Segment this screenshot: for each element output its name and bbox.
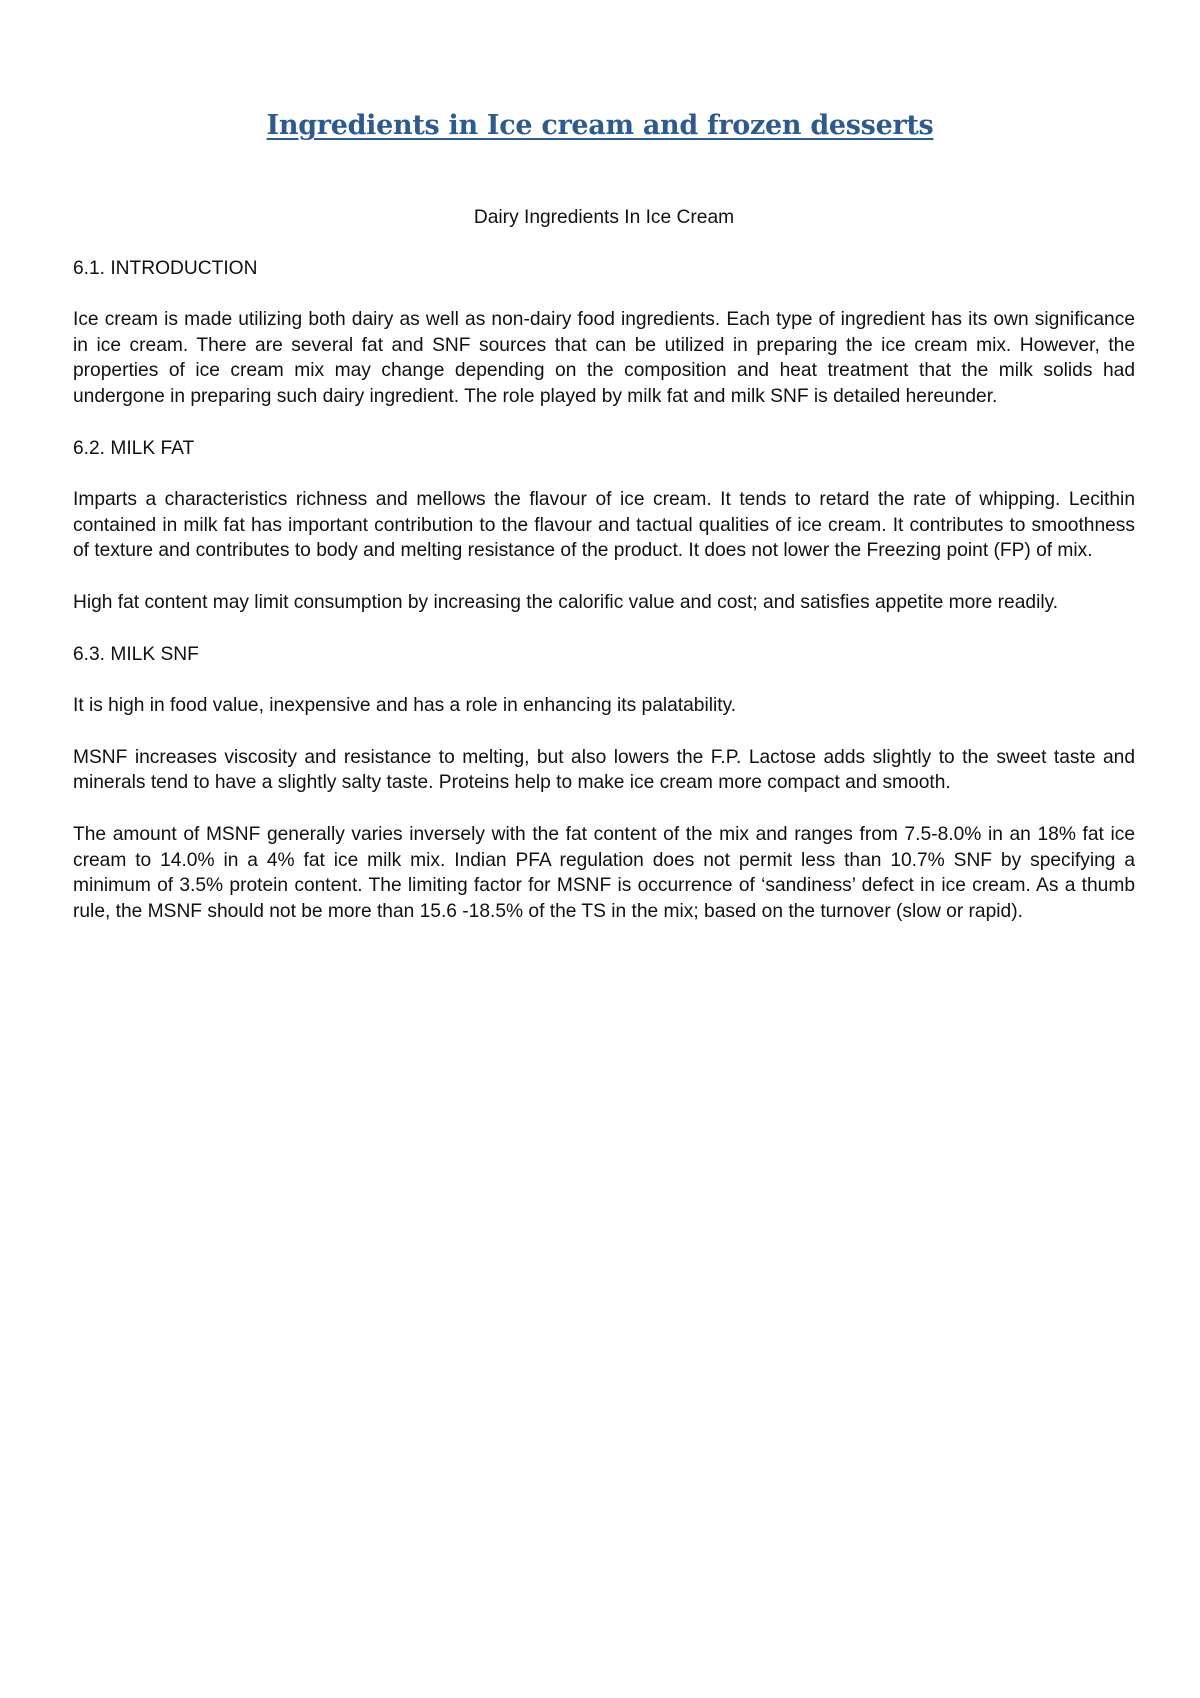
section-heading: 6.2. MILK FAT: [73, 437, 195, 459]
paragraph: It is high in food value, inexpensive and has a role in enhancing its palatability.: [73, 695, 737, 717]
section-milk-snf: [73, 642, 1135, 925]
section-heading: 6.3. MILK SNF: [73, 643, 199, 665]
section-heading: 6.1. INTRODUCTION: [73, 257, 258, 279]
paragraph: Imparts a characteristics richness and mellows the flavour of ice cream. It tends to retard the rate of whipping. Lecithin contained in milk fat has important contribution to the flavour and tactual qualities of ice cream. It contributes to smoothness of texture and contributes to body and melting resistance of the product. It does not lower the Freezing point (FP) of mix.: [73, 489, 1135, 562]
document-body: [73, 205, 1135, 950]
paragraph: MSNF increases viscosity and resistance to melting, but also lowers the F.P. Lactose adds slightly to the sweet taste and minerals tend to have a slightly salty taste. Proteins help to make ice cream more compact and smooth.: [73, 746, 1135, 794]
paragraph: The amount of MSNF generally varies inversely with the fat content of the mix and ranges from 7.5-8.0% in an 18% fat ice cream to 14.0% in a 4% fat ice milk mix. Indian PFA regulation does not permit less than 10.7% SNF by specifying a minimum of 3.5% protein content. The limiting factor for MSNF is occurrence of ‘sandiness’ defect in ice cream. As a thumb rule, the MSNF should not be more than 15.6 -18.5% of the TS in the mix; based on the turnover (slow or rapid).: [73, 823, 1135, 922]
document-subtitle: Dairy Ingredients In Ice Cream: [473, 207, 735, 228]
section-milk-fat: [73, 436, 1135, 616]
document-title: Ingredients in Ice cream and frozen desserts: [266, 110, 934, 141]
section-introduction: [73, 256, 1135, 410]
paragraph: Ice cream is made utilizing both dairy as well as non-dairy food ingredients. Each type of ingredient has its own significance in ice cream. There are several fat and SNF sources that can be utilized in preparing the ice cream mix. However, the properties of ice cream mix may change depending on the composition and heat treatment that the milk solids had undergone in preparing such dairy ingredient. The role played by milk fat and milk SNF is detailed hereunder.: [73, 309, 1135, 407]
paragraph: High fat content may limit consumption by increasing the calorific value and cost; and satisfies appetite more readily.: [73, 591, 1059, 613]
